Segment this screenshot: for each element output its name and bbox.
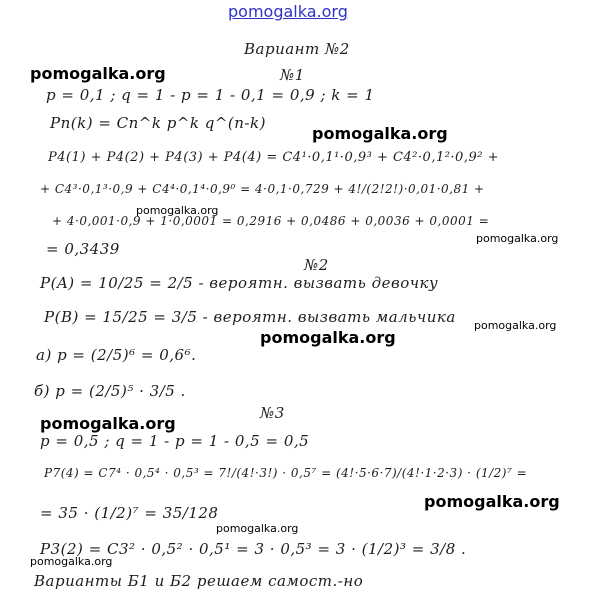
watermark-small-5: pomogalka.org [30, 555, 113, 568]
task1-line5: + 4·0,001·0,9 + 1·0,0001 = 0,2916 + 0,0486 + 0,0036 + 0,0001 = [52, 214, 490, 228]
task2-line1: P(A) = 10/25 = 2/5 - вероятн. вызвать девочку [40, 274, 439, 292]
task2-line2: P(B) = 15/25 = 3/5 - вероятн. вызвать мальчика [44, 308, 456, 326]
task2-label: №2 [304, 256, 329, 274]
task1-label: №1 [280, 66, 305, 84]
task1-result: = 0,3439 [46, 240, 120, 258]
watermark-center: pomogalka.org [260, 328, 396, 347]
watermark-right-1: pomogalka.org [312, 124, 448, 143]
watermark-left-1: pomogalka.org [30, 64, 166, 83]
variant-heading: Вариант №2 [244, 40, 350, 58]
task2-part-a: а) p = (2/5)⁶ = 0,6⁶. [36, 346, 197, 364]
task3-line3: = 35 · (1/2)⁷ = 35/128 [40, 504, 219, 522]
task1-formula: Pn(k) = Cn^k p^k q^(n-k) [50, 114, 266, 132]
watermark-small-4: pomogalka.org [216, 522, 299, 535]
watermark-left-2: pomogalka.org [40, 414, 176, 433]
watermark-right-2: pomogalka.org [424, 492, 560, 511]
task3-line4: P3(2) = C3² · 0,5² · 0,5¹ = 3 · 0,5³ = 3 · (1/2)³ = 3/8 . [40, 540, 467, 558]
task3-line2: P7(4) = C7⁴ · 0,5⁴ · 0,5³ = 7!/(4!·3!) · 0,5⁷ = (4!·5·6·7)/(4!·1·2·3) · (1/2)⁷ = [44, 466, 528, 480]
task1-line1: p = 0,1 ; q = 1 - p = 1 - 0,1 = 0,9 ; k = 1 [46, 86, 375, 104]
task2-part-b: б) p = (2/5)⁵ · 3/5 . [34, 382, 186, 400]
watermark-small-2: pomogalka.org [476, 232, 559, 245]
task1-line4: + C4³·0,1³·0,9 + C4⁴·0,1⁴·0,9⁰ = 4·0,1·0,729 + 4!/(2!2!)·0,01·0,81 + [40, 182, 485, 196]
task1-line3: P4(1) + P4(2) + P4(3) + P4(4) = C4¹·0,1¹·0,9³ + C4²·0,1²·0,9² + [48, 150, 499, 165]
footer-note: Варианты Б1 и Б2 решаем самост.-но [34, 572, 364, 590]
watermark-small-1: pomogalka.org [136, 204, 219, 217]
watermark-small-3: pomogalka.org [474, 319, 557, 332]
watermark-top[interactable]: pomogalka.org [228, 2, 348, 21]
task3-line1: p = 0,5 ; q = 1 - p = 1 - 0,5 = 0,5 [40, 432, 310, 450]
task3-label: №3 [260, 404, 285, 422]
